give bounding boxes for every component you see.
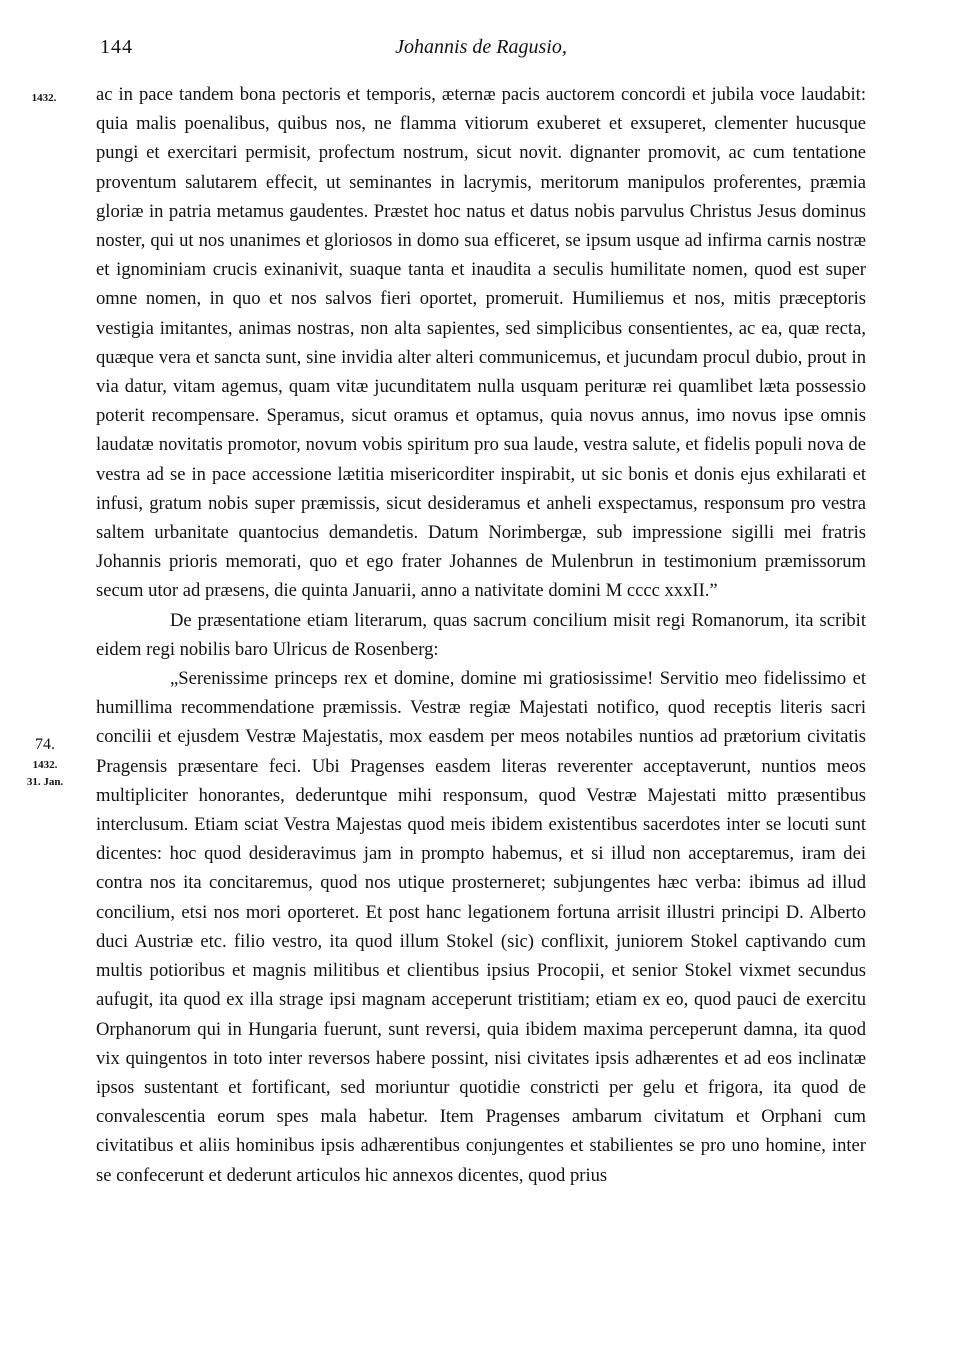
- body-text: [96, 80, 866, 1190]
- page-number: 144: [100, 36, 133, 58]
- paragraph-rosenberg-letter: „Serenissime princeps rex et domine, domine mi gratiosissime! Servitio meo fidelissimo et humillima recommendatione præmissis. Vestræ regiæ Majestati notifico, quod receptis literis sacri concilii et ejusdem Vestræ Majestatis, mox easdem per meos notabiles nuntios ad prætorium civitatis Pragensis præsentare feci. Ubi Pragenses easdem literas reverenter acceptaverunt, nuntios meos multipliciter honorantes, dederuntque mihi responsum, quod Vestræ Majestati mitto præsentibus interclusum. Etiam sciat Vestra Majestas quod meis ibidem existentibus sacerdotes inter se locuti sunt dicentes: hoc quod desideravimus jam in prompto habemus, et si illud non acceptaremus, iram dei contra nos ita concitaremus, quod nos utique prosterneret; subjungentes hæc verba: ibimus ad illud concilium, etsi nos mori oporteret. Et post hanc legationem fortuna arrisit illustri principi D. Alberto duci Austriæ etc. filio vestro, ita quod illum Stokel (sic) conflixit, juniorem Stokel captivando cum multis potioribus et magnis militibus et clientibus ipsius Procopii, et senior Stokel vixmet secundus aufugit, ita quod ex illa strage ipsi magnam acceperunt tristitiam; etiam ex eo, quod pauci de exercitu Orphanorum qui in Hungaria fuerunt, sunt reversi, quia ibidem maxima perceperunt damna, ita quod vix quingentos in toto inter reversos habere possint, nisi civitates ipsis adhærentes et ad eos inclinatæ ipsos sustentant et fortificant, sed moriuntur quotidie constricti per gelu et frigora, ita quod de convalescentia eorum spes mala habetur. Item Pragenses ambarum civitatum et Orphani cum civitatibus et aliis hominibus ipsis adhærentibus conjungentes et stabilientes se pro uno homine, inter se confecerunt et dederunt articulos hic annexos dicentes, quod prius: [96, 668, 866, 1186]
- paragraph-introduction: De præsentatione etiam literarum, quas sacrum concilium misit regi Romanorum, ita scribit eidem regi nobilis baro Ulricus de Rosenberg:: [96, 609, 866, 660]
- document-year: 1432.: [32, 759, 58, 771]
- document-number: 74.: [35, 736, 55, 753]
- running-title: Johannis de Ragusio,: [395, 36, 567, 58]
- margin-document-note: [14, 733, 76, 790]
- document-date: 31. Jan.: [26, 775, 64, 788]
- paragraph-letter-end: ac in pace tandem bona pectoris et temporis, æternæ pacis auctorem concordi et jubila voce laudabit: quia malis poenalibus, quibus nos, ne flamma vitiorum exuberet et exsuperet, clementer hucusque pungi et exercitari permisit, profectum nostrum, sicut novit. dignanter promovit, ac cum tentatione proventum salutarem effecit, ut seminantes in lacrymis, meritorum manipulos proferentes, præmia gloriæ in patria metamus gaudentes. Præstet hoc natus et datus nobis parvulus Christus Jesus dominus noster, qui ut nos unanimes et gloriosos in domo sua efficeret, se ipsum usque ad infirma carnis nostræ et ignominiam crucis exinanivit, suaque tanta et inaudita a seculis humilitate nomen, quod est super omne nomen, in quo et nos salvos fieri oportet, promeruit. Humiliemus et nos, mitis præceptoris vestigia imitantes, animas nostras, non alta sapientes, sed simplicibus consentientes, ac ea, quæ recta, quæque vera et sancta sunt, sine invidia alter alteri communicemus, et jucundam procul dubio, prout in via datur, vitam agemus, quam vitæ jucunditatem nulla usquam perituræ rei quamlibet læta possessio poterit recompensare. Speramus, sicut oramus et optamus, quia novus annus, imo novus ipse omnis laudatæ novitatis promotor, novum vobis spiritum pro sua laude, vestra salute, et fidelis populi nova de vestra ad se in pace accessione lætitia misericorditer inspirabit, ut sic bonis et donis ejus exhilarati et infusi, gratum nobis super præmissis, sicut desideramus et anheli exspectamus, responsum pro vestra saltem urbanitate quantocius demandetis. Datum Norimbergæ, sub impressione sigilli mei fratris Johannis prioris memorati, quo et ego frater Johannes de Mulenbrun in testimonium præmissorum secum utor ad præsens, die quinta Januarii, anno a nativitate domini M cccc xxxII.”: [96, 84, 866, 602]
- page-header: [96, 36, 866, 66]
- margin-year: 1432.: [31, 92, 57, 104]
